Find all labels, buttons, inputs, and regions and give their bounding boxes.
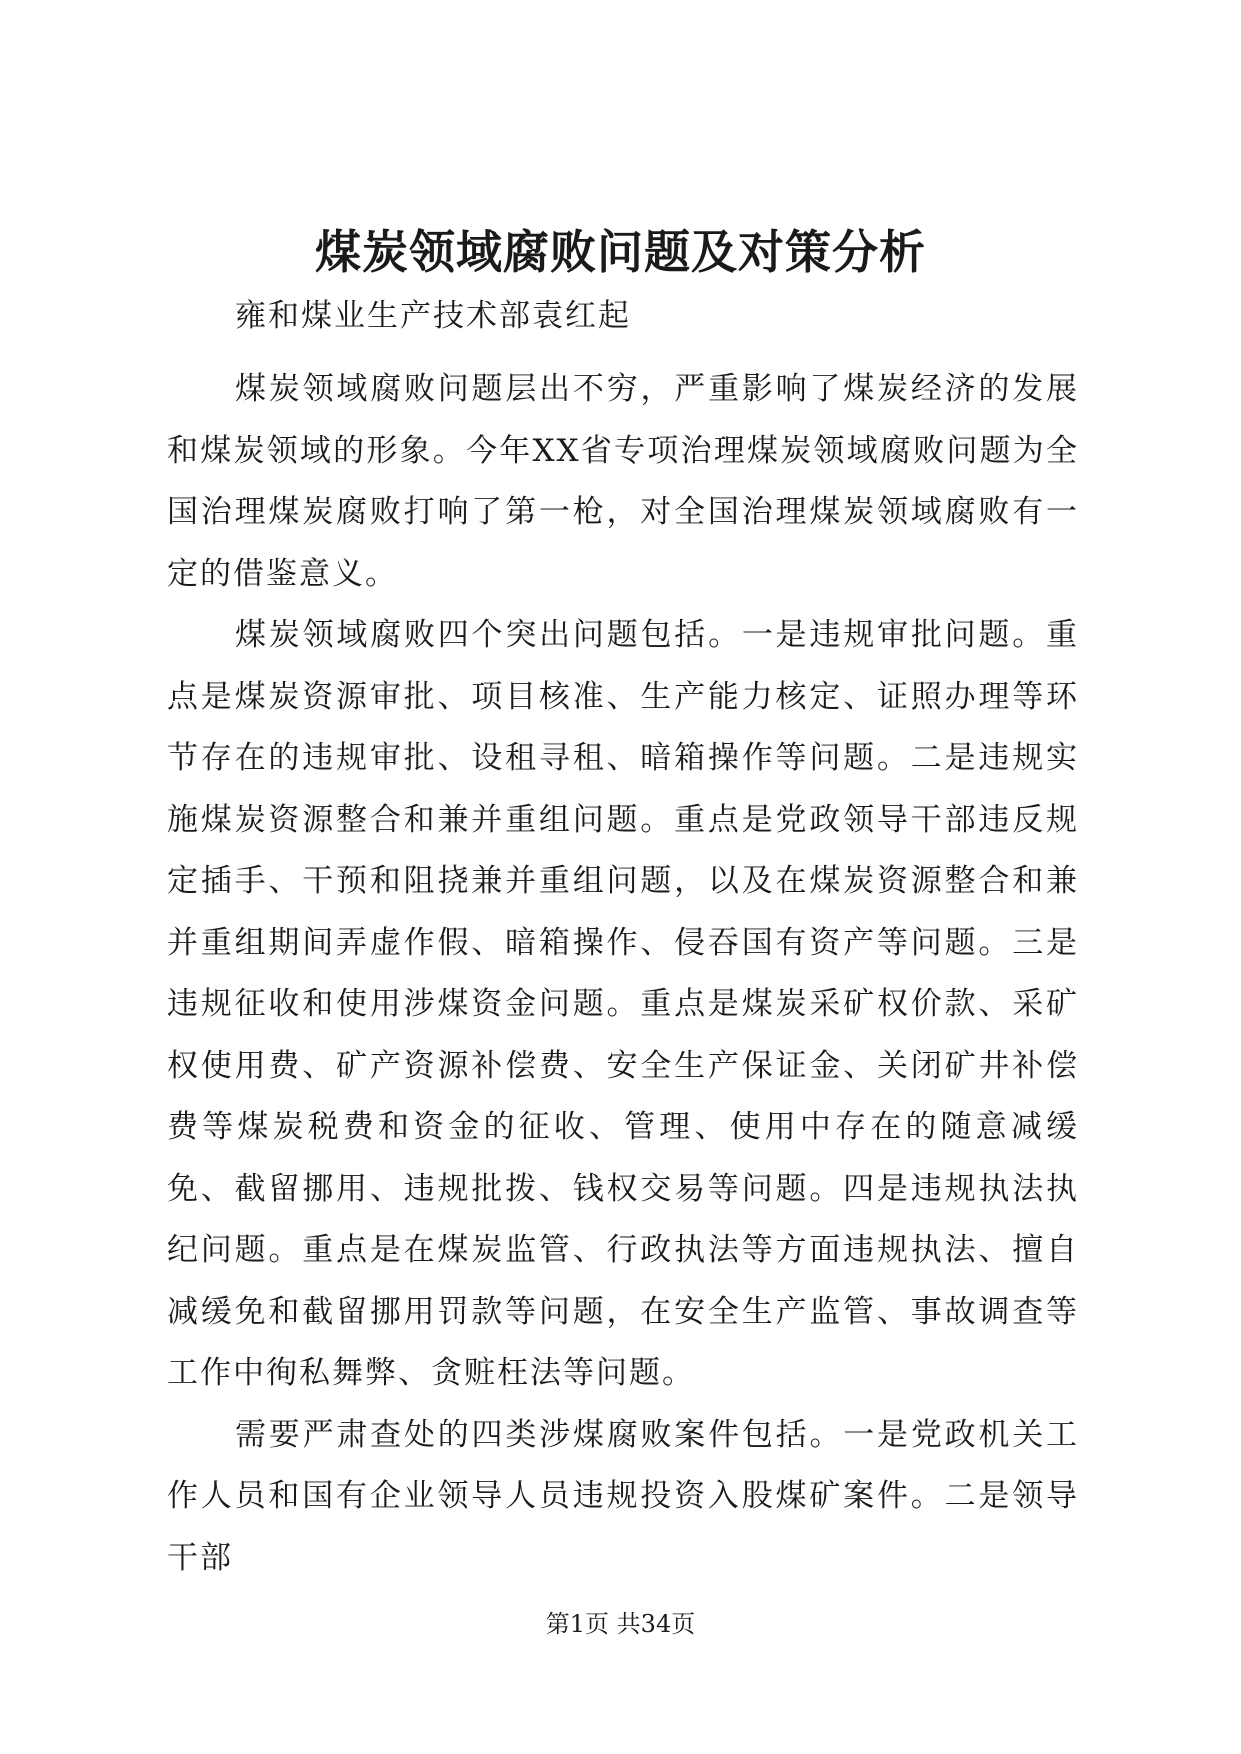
document-body xyxy=(167,359,1079,1589)
paragraph: 需要严肃查处的四类涉煤腐败案件包括。一是党政机关工作人员和国有企业领导人员违规投资入股煤矿案件。二是领导干部 xyxy=(167,1416,1079,1576)
paragraph: 煤炭领域腐败四个突出问题包括。一是违规审批问题。重点是煤炭资源审批、项目核准、生产能力核定、证照办理等环节存在的违规审批、设租寻租、暗箱操作等问题。二是违规实施煤炭资源整合和兼并重组问题。重点是党政领导干部违反规定插手、干预和阻挠兼并重组问题，以及在煤炭资源整合和兼并重组期间弄虚作假、暗箱操作、侵吞国有资产等问题。三是违规征收和使用涉煤资金问题。重点是煤炭采矿权价款、采矿权使用费、矿产资源补偿费、安全生产保证金、关闭矿井补偿费等煤炭税费和资金的征收、管理、使用中存在的随意减缓免、截留挪用、违规批拨、钱权交易等问题。四是违规执法执纪问题。重点是在煤炭监管、行政执法等方面违规执法、擅自减缓免和截留挪用罚款等问题，在安全生产监管、事故调查等工作中徇私舞弊、贪赃枉法等问题。 xyxy=(167,617,1079,1391)
author-line: 雍和煤业生产技术部袁红起 xyxy=(235,298,631,334)
document-title: 煤炭领域腐败问题及对策分析 xyxy=(315,225,926,279)
paragraph: 煤炭领域腐败问题层出不穷，严重影响了煤炭经济的发展和煤炭领域的形象。今年XX省专项治理煤炭领域腐败问题为全国治理煤炭腐败打响了第一枪，对全国治理煤炭领域腐败有一定的借鉴意义。 xyxy=(167,371,1079,592)
page-footer: 第1页 共34页 xyxy=(545,1610,696,1638)
